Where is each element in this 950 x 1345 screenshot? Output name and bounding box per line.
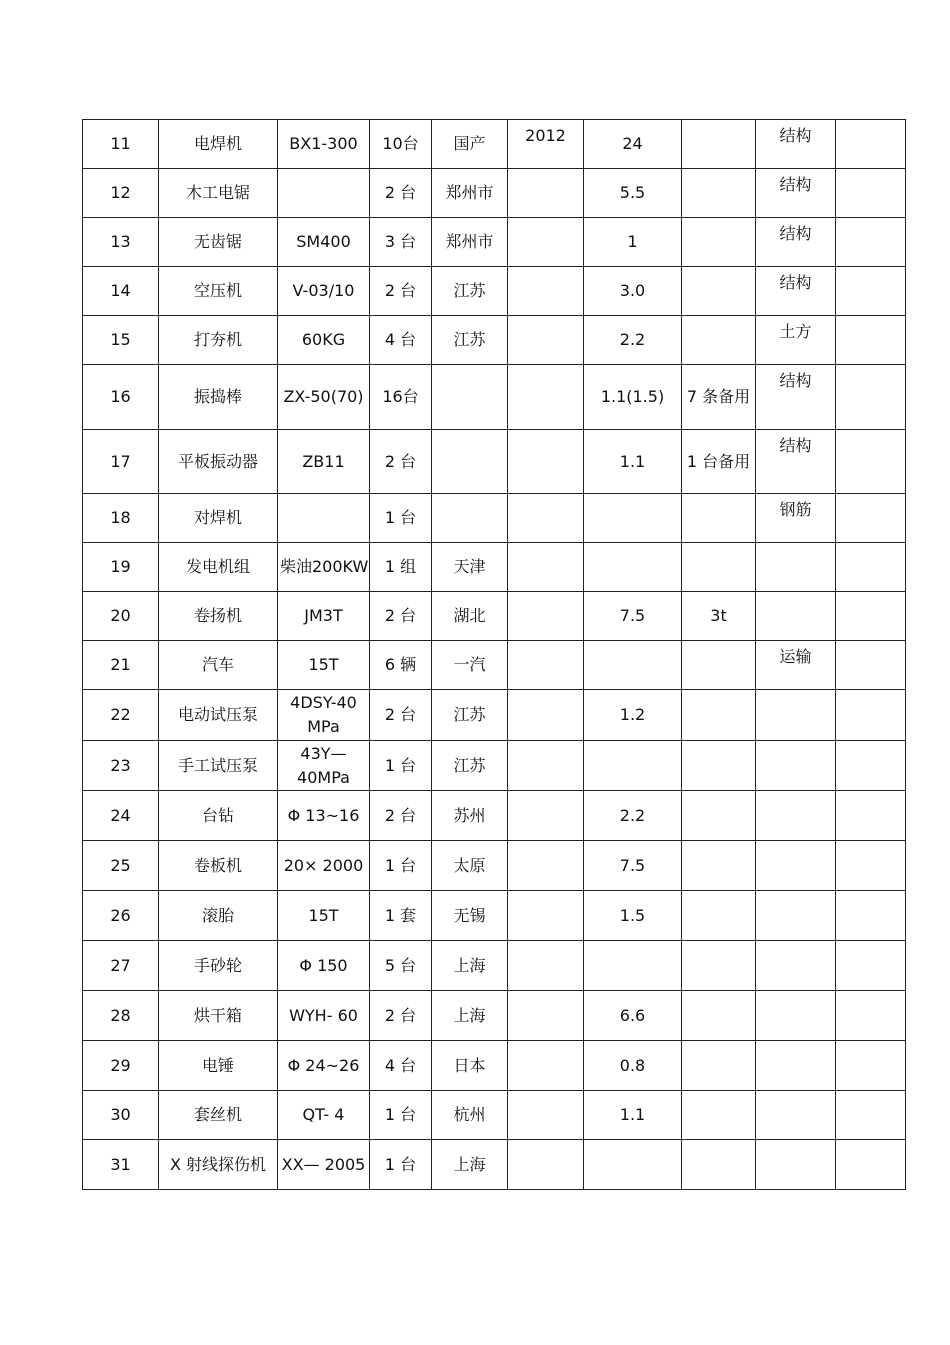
cell-qty: 1 组 <box>370 543 432 592</box>
cell-remark <box>682 991 756 1041</box>
cell-model: 20× 2000 <box>278 841 370 891</box>
cell-model: XX— 2005 <box>278 1140 370 1190</box>
cell-extra <box>836 991 906 1041</box>
cell-use <box>756 941 836 991</box>
cell-name: 卷板机 <box>159 841 278 891</box>
cell-origin: 日本 <box>432 1041 508 1091</box>
cell-name: 平板振动器 <box>159 430 278 494</box>
cell-origin: 上海 <box>432 941 508 991</box>
cell-no: 11 <box>83 120 159 169</box>
cell-name: 电锤 <box>159 1041 278 1091</box>
cell-qty: 2 台 <box>370 690 432 741</box>
cell-no: 14 <box>83 267 159 316</box>
cell-use <box>756 841 836 891</box>
cell-remark <box>682 218 756 267</box>
cell-power: 7.5 <box>584 841 682 891</box>
cell-origin <box>432 430 508 494</box>
cell-year: 2012 <box>508 120 584 169</box>
cell-no: 18 <box>83 494 159 543</box>
cell-power: 6.6 <box>584 991 682 1041</box>
cell-extra <box>836 120 906 169</box>
cell-use <box>756 741 836 791</box>
table-row <box>83 891 906 941</box>
cell-power: 3.0 <box>584 267 682 316</box>
cell-origin: 天津 <box>432 543 508 592</box>
cell-remark: 3t <box>682 592 756 641</box>
cell-qty: 10台 <box>370 120 432 169</box>
cell-extra <box>836 543 906 592</box>
cell-extra <box>836 430 906 494</box>
cell-model <box>278 169 370 218</box>
cell-name: X 射线探伤机 <box>159 1140 278 1190</box>
cell-no: 31 <box>83 1140 159 1190</box>
cell-no: 29 <box>83 1041 159 1091</box>
cell-power <box>584 1140 682 1190</box>
cell-use <box>756 1140 836 1190</box>
cell-name: 台钻 <box>159 791 278 841</box>
cell-model <box>278 494 370 543</box>
cell-origin: 太原 <box>432 841 508 891</box>
cell-model: 60KG <box>278 316 370 365</box>
cell-name: 打夯机 <box>159 316 278 365</box>
cell-qty: 3 台 <box>370 218 432 267</box>
cell-no: 17 <box>83 430 159 494</box>
cell-no: 27 <box>83 941 159 991</box>
cell-extra <box>836 891 906 941</box>
cell-name: 发电机组 <box>159 543 278 592</box>
cell-year <box>508 741 584 791</box>
cell-year <box>508 791 584 841</box>
cell-extra <box>836 316 906 365</box>
cell-remark <box>682 791 756 841</box>
cell-extra <box>836 267 906 316</box>
cell-qty: 4 台 <box>370 316 432 365</box>
cell-qty: 1 套 <box>370 891 432 941</box>
cell-qty: 2 台 <box>370 991 432 1041</box>
cell-use <box>756 1091 836 1140</box>
cell-no: 15 <box>83 316 159 365</box>
cell-model: Φ 13~16 <box>278 791 370 841</box>
table-row <box>83 120 906 169</box>
cell-extra <box>836 169 906 218</box>
cell-no: 25 <box>83 841 159 891</box>
cell-origin: 国产 <box>432 120 508 169</box>
cell-year <box>508 316 584 365</box>
cell-name: 电动试压泵 <box>159 690 278 741</box>
table-row <box>83 169 906 218</box>
cell-model: Φ 150 <box>278 941 370 991</box>
cell-name: 套丝机 <box>159 1091 278 1140</box>
cell-model: 15T <box>278 891 370 941</box>
table-row <box>83 1140 906 1190</box>
cell-no: 12 <box>83 169 159 218</box>
cell-power: 0.8 <box>584 1041 682 1091</box>
cell-model: SM400 <box>278 218 370 267</box>
cell-use <box>756 791 836 841</box>
equipment-table-container <box>82 119 905 1190</box>
cell-use: 运输 <box>756 641 836 690</box>
cell-power: 1 <box>584 218 682 267</box>
cell-remark <box>682 494 756 543</box>
cell-use: 结构 <box>756 120 836 169</box>
cell-name: 卷扬机 <box>159 592 278 641</box>
cell-origin: 郑州市 <box>432 169 508 218</box>
cell-qty: 6 辆 <box>370 641 432 690</box>
table-row <box>83 1041 906 1091</box>
cell-no: 22 <box>83 690 159 741</box>
cell-power: 24 <box>584 120 682 169</box>
cell-model: ZX-50(70) <box>278 365 370 430</box>
cell-power: 1.2 <box>584 690 682 741</box>
cell-no: 26 <box>83 891 159 941</box>
cell-power: 5.5 <box>584 169 682 218</box>
cell-power <box>584 641 682 690</box>
table-row <box>83 991 906 1041</box>
cell-remark <box>682 120 756 169</box>
table-row <box>83 316 906 365</box>
cell-qty: 16台 <box>370 365 432 430</box>
cell-extra <box>836 592 906 641</box>
cell-qty: 1 台 <box>370 494 432 543</box>
cell-remark: 7 条备用 <box>682 365 756 430</box>
cell-extra <box>836 218 906 267</box>
cell-no: 30 <box>83 1091 159 1140</box>
cell-extra <box>836 741 906 791</box>
cell-origin: 江苏 <box>432 741 508 791</box>
cell-power: 1.1 <box>584 430 682 494</box>
cell-origin: 上海 <box>432 991 508 1041</box>
cell-year <box>508 891 584 941</box>
cell-use <box>756 891 836 941</box>
cell-use <box>756 592 836 641</box>
cell-qty: 1 台 <box>370 1140 432 1190</box>
cell-year <box>508 841 584 891</box>
cell-extra <box>836 841 906 891</box>
cell-use: 土方 <box>756 316 836 365</box>
cell-extra <box>836 494 906 543</box>
cell-qty: 5 台 <box>370 941 432 991</box>
table-row <box>83 494 906 543</box>
cell-remark <box>682 1091 756 1140</box>
cell-model: JM3T <box>278 592 370 641</box>
table-row <box>83 218 906 267</box>
cell-origin: 苏州 <box>432 791 508 841</box>
cell-use <box>756 690 836 741</box>
cell-extra <box>836 1041 906 1091</box>
cell-use: 结构 <box>756 218 836 267</box>
cell-name: 手工试压泵 <box>159 741 278 791</box>
cell-no: 24 <box>83 791 159 841</box>
cell-remark <box>682 741 756 791</box>
cell-remark <box>682 316 756 365</box>
cell-use: 钢筋 <box>756 494 836 543</box>
cell-power <box>584 543 682 592</box>
table-row <box>83 690 906 741</box>
cell-origin: 无锡 <box>432 891 508 941</box>
cell-remark <box>682 267 756 316</box>
table-body <box>83 120 906 1190</box>
table-row <box>83 741 906 791</box>
cell-model: WYH- 60 <box>278 991 370 1041</box>
cell-name: 滚胎 <box>159 891 278 941</box>
cell-year <box>508 365 584 430</box>
cell-use <box>756 1041 836 1091</box>
cell-year <box>508 169 584 218</box>
table-row <box>83 543 906 592</box>
cell-remark <box>682 841 756 891</box>
table-row <box>83 791 906 841</box>
cell-power: 2.2 <box>584 316 682 365</box>
cell-model: 柴油200KW <box>278 543 370 592</box>
cell-name: 对焊机 <box>159 494 278 543</box>
cell-origin: 杭州 <box>432 1091 508 1140</box>
table-row <box>83 1091 906 1140</box>
cell-power <box>584 494 682 543</box>
cell-year <box>508 641 584 690</box>
cell-extra <box>836 690 906 741</box>
cell-model: ZB11 <box>278 430 370 494</box>
cell-use <box>756 991 836 1041</box>
cell-extra <box>836 365 906 430</box>
cell-power <box>584 941 682 991</box>
cell-extra <box>836 941 906 991</box>
cell-model: Φ 24~26 <box>278 1041 370 1091</box>
cell-qty: 2 台 <box>370 169 432 218</box>
cell-extra <box>836 791 906 841</box>
cell-extra <box>836 641 906 690</box>
cell-name: 电焊机 <box>159 120 278 169</box>
cell-year <box>508 1041 584 1091</box>
cell-origin: 湖北 <box>432 592 508 641</box>
cell-year <box>508 1091 584 1140</box>
cell-remark <box>682 169 756 218</box>
equipment-table <box>82 119 906 1190</box>
cell-name: 无齿锯 <box>159 218 278 267</box>
cell-power: 1.1 <box>584 1091 682 1140</box>
cell-no: 13 <box>83 218 159 267</box>
cell-year <box>508 690 584 741</box>
cell-origin: 江苏 <box>432 267 508 316</box>
cell-model: 4DSY-40 MPa <box>278 690 370 741</box>
cell-use: 结构 <box>756 169 836 218</box>
cell-qty: 2 台 <box>370 267 432 316</box>
table-row <box>83 267 906 316</box>
cell-extra <box>836 1091 906 1140</box>
cell-remark <box>682 891 756 941</box>
cell-year <box>508 218 584 267</box>
table-row <box>83 430 906 494</box>
cell-name: 振捣棒 <box>159 365 278 430</box>
cell-year <box>508 1140 584 1190</box>
cell-model: BX1-300 <box>278 120 370 169</box>
cell-origin: 江苏 <box>432 316 508 365</box>
cell-remark <box>682 1041 756 1091</box>
cell-power: 2.2 <box>584 791 682 841</box>
cell-qty: 4 台 <box>370 1041 432 1091</box>
table-row <box>83 641 906 690</box>
cell-model: QT- 4 <box>278 1091 370 1140</box>
cell-no: 21 <box>83 641 159 690</box>
cell-origin: 一汽 <box>432 641 508 690</box>
cell-qty: 1 台 <box>370 1091 432 1140</box>
cell-remark <box>682 1140 756 1190</box>
cell-remark <box>682 641 756 690</box>
cell-power: 1.1(1.5) <box>584 365 682 430</box>
cell-name: 木工电锯 <box>159 169 278 218</box>
cell-no: 19 <box>83 543 159 592</box>
cell-power: 1.5 <box>584 891 682 941</box>
cell-use <box>756 543 836 592</box>
cell-year <box>508 941 584 991</box>
cell-power <box>584 741 682 791</box>
cell-qty: 1 台 <box>370 841 432 891</box>
cell-power: 7.5 <box>584 592 682 641</box>
cell-no: 28 <box>83 991 159 1041</box>
cell-extra <box>836 1140 906 1190</box>
cell-use: 结构 <box>756 267 836 316</box>
cell-qty: 2 台 <box>370 430 432 494</box>
cell-year <box>508 543 584 592</box>
cell-year <box>508 430 584 494</box>
cell-model: V-03/10 <box>278 267 370 316</box>
cell-qty: 1 台 <box>370 741 432 791</box>
cell-model: 43Y— 40MPa <box>278 741 370 791</box>
cell-qty: 2 台 <box>370 592 432 641</box>
cell-remark: 1 台备用 <box>682 430 756 494</box>
cell-use: 结构 <box>756 365 836 430</box>
cell-remark <box>682 543 756 592</box>
cell-no: 23 <box>83 741 159 791</box>
cell-name: 手砂轮 <box>159 941 278 991</box>
table-row <box>83 941 906 991</box>
cell-remark <box>682 941 756 991</box>
cell-year <box>508 267 584 316</box>
cell-qty: 2 台 <box>370 791 432 841</box>
table-row <box>83 592 906 641</box>
cell-model: 15T <box>278 641 370 690</box>
cell-origin: 郑州市 <box>432 218 508 267</box>
table-row <box>83 365 906 430</box>
cell-year <box>508 494 584 543</box>
cell-name: 烘干箱 <box>159 991 278 1041</box>
cell-origin <box>432 365 508 430</box>
cell-origin <box>432 494 508 543</box>
cell-no: 20 <box>83 592 159 641</box>
cell-name: 汽车 <box>159 641 278 690</box>
table-row <box>83 841 906 891</box>
cell-no: 16 <box>83 365 159 430</box>
cell-use: 结构 <box>756 430 836 494</box>
cell-origin: 江苏 <box>432 690 508 741</box>
cell-remark <box>682 690 756 741</box>
cell-year <box>508 592 584 641</box>
cell-year <box>508 991 584 1041</box>
cell-name: 空压机 <box>159 267 278 316</box>
cell-origin: 上海 <box>432 1140 508 1190</box>
